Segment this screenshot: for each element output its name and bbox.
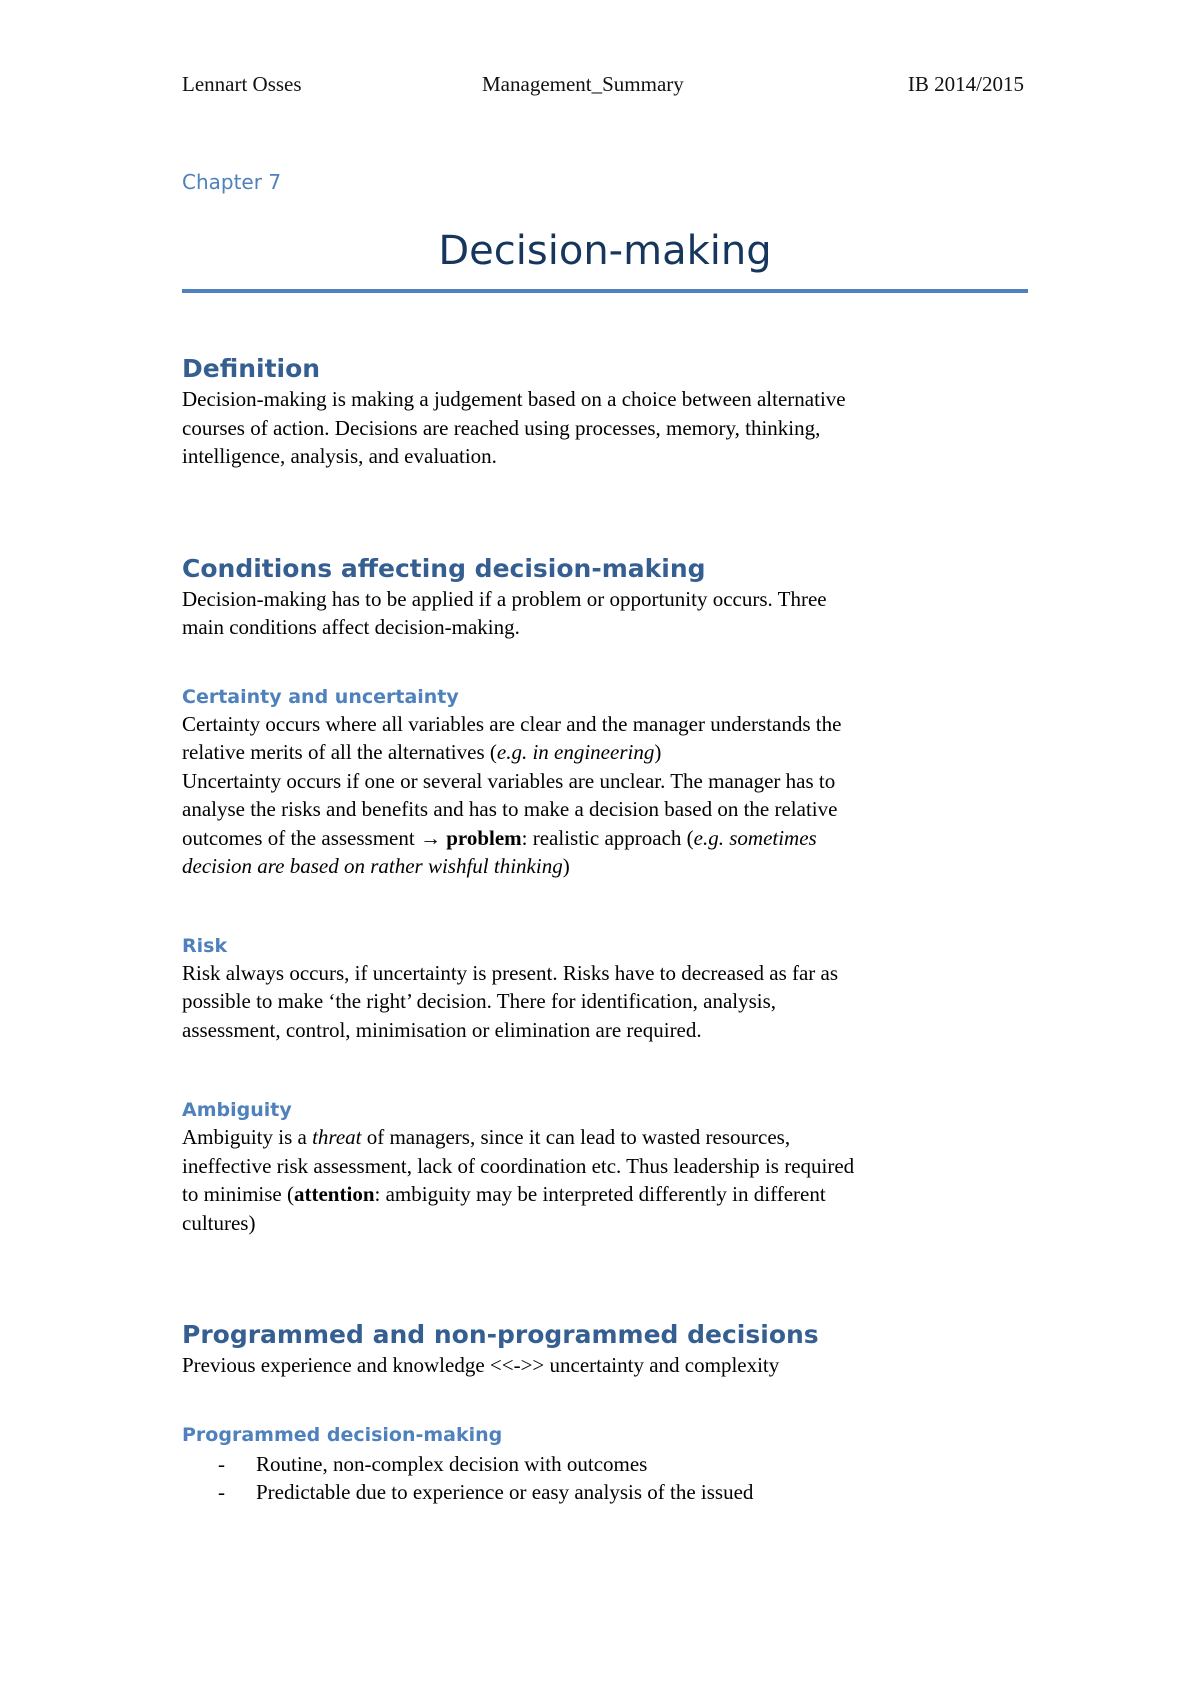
ambiguity-line: cultures) (182, 1210, 256, 1235)
example-text: e.g. in engineering (496, 740, 655, 764)
definition-line: intelligence, analysis, and evaluation. (182, 444, 497, 468)
programmed-decision-making-heading: Programmed decision-making (182, 1423, 503, 1446)
emphasis-text: threat (312, 1125, 362, 1149)
conditions-heading: Conditions affecting decision-making (182, 553, 706, 583)
uncertainty-line (182, 824, 1042, 853)
arrow-right-icon: → (419, 825, 441, 850)
conditions-section (182, 553, 1042, 642)
definition-line: courses of action. Decisions are reached using processes, memory, thinking, (182, 415, 821, 440)
page-header (182, 72, 1024, 102)
risk-heading: Risk (182, 934, 228, 957)
text-run: relative merits of all the alternatives ( (182, 740, 497, 764)
text-run: of managers, since it can lead to wasted resources, (361, 1125, 791, 1149)
list-item (182, 1478, 1042, 1507)
uncertainty-line: analyse the risks and benefits and has to make a decision based on the relative (182, 797, 838, 821)
text-run: ) (654, 740, 662, 764)
text-run: outcomes of the assessment (182, 825, 420, 850)
text-run: ) (562, 854, 570, 878)
example-text: e.g. sometimes (693, 825, 817, 850)
risk-line: assessment, control, minimisation or elimination are required. (182, 1017, 702, 1042)
example-text: decision are based on rather wishful thinking (182, 854, 563, 878)
text-run: to minimise ( (182, 1182, 294, 1206)
list-item-text: Predictable due to experience or easy analysis of the issued (256, 1480, 754, 1504)
programmed-decision-making-section (182, 1422, 1042, 1507)
uncertainty-line (182, 852, 1042, 881)
programmed-line: Previous experience and knowledge <<->> uncertainty and complexity (182, 1353, 780, 1377)
text-run: : realistic approach ( (521, 825, 694, 850)
ambiguity-section (182, 1097, 1042, 1237)
dash-bullet: - (218, 1451, 225, 1476)
certainty-heading: Certainty and uncertainty (182, 685, 459, 708)
uncertainty-line: Uncertainty occurs if one or several variables are unclear. The manager has to (182, 768, 836, 793)
text-run: : ambiguity may be interpreted differently in different (374, 1182, 826, 1206)
page-content (182, 168, 1042, 1507)
conditions-line: Decision-making has to be applied if a problem or opportunity occurs. Three (182, 586, 827, 611)
emphasis-text: attention (294, 1182, 375, 1206)
certainty-section (182, 684, 1042, 881)
header-course: IB 2014/2015 (907, 72, 1024, 96)
dash-bullet: - (218, 1480, 225, 1504)
conditions-line: main conditions affect decision-making. (182, 615, 520, 639)
risk-section (182, 933, 1042, 1045)
programmed-list (182, 1450, 1042, 1507)
page-title: Decision-making (438, 228, 772, 274)
list-item-text: Routine, non-complex decision with outcomes (256, 1451, 648, 1476)
definition-section (182, 353, 1042, 471)
programmed-heading: Programmed and non-programmed decisions (182, 1320, 819, 1349)
risk-line: possible to make ‘the right’ decision. There for identification, analysis, (182, 989, 777, 1013)
chapter-label: Chapter 7 (182, 170, 282, 194)
title-underline (182, 289, 1028, 293)
list-item (182, 1450, 1042, 1479)
risk-line: Risk always occurs, if uncertainty is present. Risks have to decreased as far as (182, 960, 839, 985)
header-author: Lennart Osses (182, 72, 302, 96)
ambiguity-heading: Ambiguity (182, 1099, 292, 1121)
text-run: Ambiguity is a (182, 1125, 313, 1149)
ambiguity-line: ineffective risk assessment, lack of coordination etc. Thus leadership is required (182, 1153, 855, 1178)
header-document-name: Management_Summary (482, 72, 684, 96)
ambiguity-line (182, 1123, 1042, 1152)
certainty-line: Certainty occurs where all variables are clear and the manager understands the (182, 711, 842, 736)
programmed-section (182, 1319, 1042, 1380)
definition-heading: Definition (182, 354, 321, 383)
certainty-line (182, 738, 1042, 767)
ambiguity-line (182, 1180, 1042, 1209)
emphasis-text: problem (446, 825, 522, 850)
definition-line: Decision-making is making a judgement based on a choice between alternative (182, 387, 846, 411)
